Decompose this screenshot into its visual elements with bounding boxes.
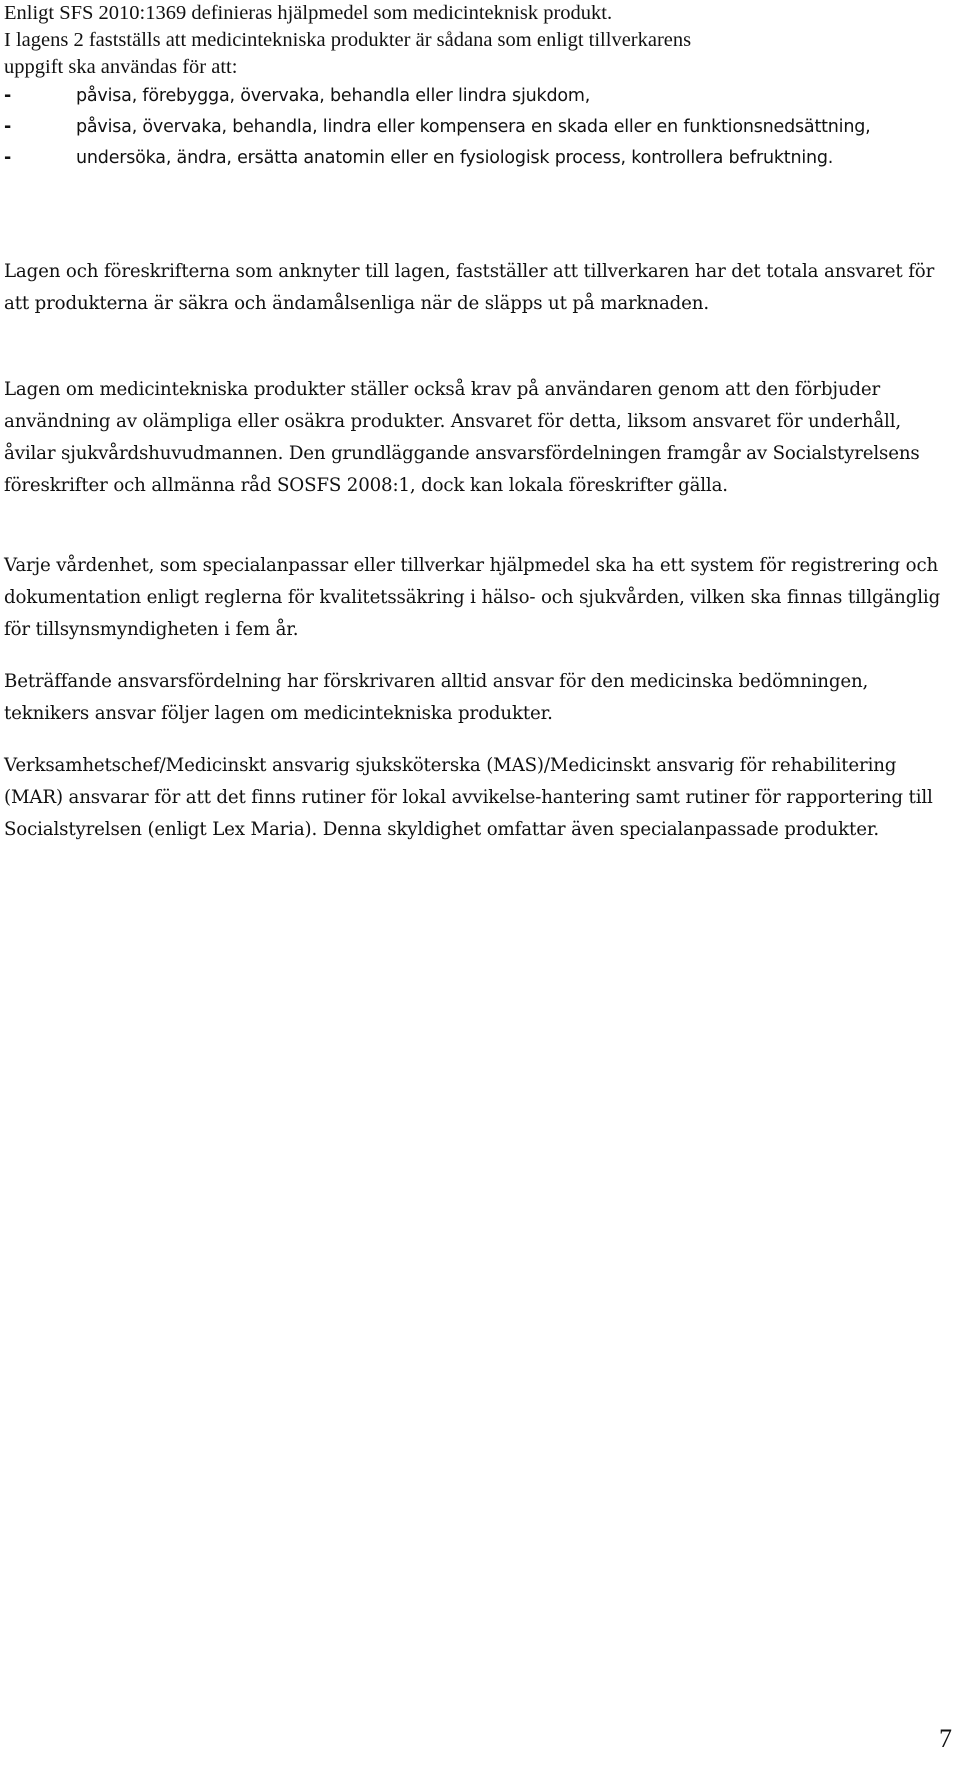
list-dash: - [4,86,12,106]
list-item [4,143,950,174]
paragraph-care-unit-system: Varje vårdenhet, som specialanpassar eller tillverkar hjälpmedel ska ha ett system för registrering och dokumentation enligt reglerna för kvalitetssäkring i hälso- och sjukvården, vilken ska finnas tillgänglig för tillsynsmyndigheten i fem år. [4,555,941,640]
list-item-text: påvisa, övervaka, behandla, lindra eller kompensera en skada eller en funktionsnedsättning, [76,117,871,137]
list-item-text: påvisa, förebygga, övervaka, behandla eller lindra sjukdom, [76,86,591,106]
document-page [4,0,950,840]
intro-line-1: Enligt SFS 2010:1369 definieras hjälpmedel som medicinteknisk produkt. [4,2,613,24]
intro-section [4,0,950,81]
paragraph-user-requirements: Lagen om medicintekniska produkter ställer också krav på användaren genom att den förbjuder användning av olämpliga eller osäkra produkter. Ansvaret för detta, liksom ansvaret för underhåll, åvilar sjukvårdshuvudmannen. Den grundläggande ansvarsfördelningen framgår av Socialstyrelsens föreskrifter och allmänna råd SOSFS 2008:1, dock kan lokala föreskrifter gälla. [4,379,920,496]
paragraph-prescriber-responsibility: Beträffande ansvarsfördelning har förskrivaren alltid ansvar för den medicinska bedömningen, teknikers ansvar följer lagen om medicintekniska produkter. [4,671,869,724]
page-number: 7 [939,1724,952,1753]
list-item-text: undersöka, ändra, ersätta anatomin eller en fysiologisk process, kontrollera befruktning. [76,148,834,168]
list-item [4,81,950,112]
list-dash: - [4,148,12,168]
paragraph-deviation-routines: Verksamhetschef/Medicinskt ansvarig sjuksköterska (MAS)/Medicinskt ansvarig för rehabilitering (MAR) ansvarar för att det finns rutiner för lokal avvikelse-hantering samt rutiner för rapportering till Socialstyrelsen (enligt Lex Maria). Denna skyldighet omfattar även specialanpassade produkter. [4,755,933,840]
paragraph-manufacturer-responsibility: Lagen och föreskrifterna som anknyter till lagen, fastställer att tillverkaren har det totala ansvaret för att produkterna är säkra och ändamålsenliga när de släpps ut på marknaden. [4,261,935,314]
intro-line-3: uppgift ska användas för att: [4,56,238,78]
purpose-list [4,81,950,174]
list-item [4,112,950,143]
list-dash: - [4,117,12,137]
intro-line-2: I lagens 2 fastställs att medicintekniska produkter är sådana som enligt tillverkarens [4,29,692,51]
